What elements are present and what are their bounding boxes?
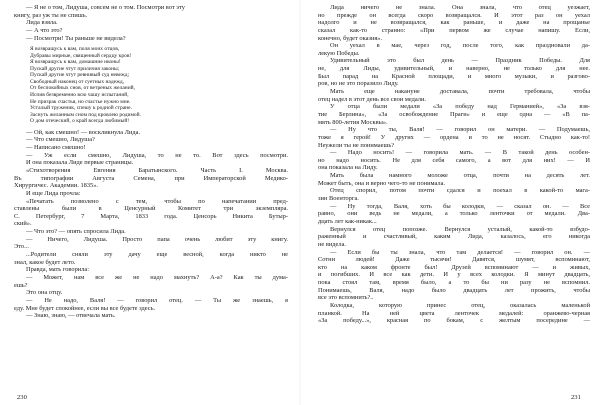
text-line: раженный и счастливый, каким Лида, казалось, его никогда <box>318 233 590 241</box>
text-line: зин Военторга. <box>318 195 359 203</box>
text-line: Колодка, которую принес отец, оказалась маленькой <box>330 301 590 309</box>
text-line: Отец спорил, потом почти сдался и поехал в какой-то мага- <box>330 187 590 195</box>
text-line: тие Берлина», «За освобождение Праги» и еще одна — «В па- <box>318 110 590 118</box>
text-line: книгу, раз уж ты не спишь. <box>14 11 88 19</box>
poem-line: Заснуть желанным сном под кровлею родимой. <box>30 111 142 118</box>
text-line: тоже я герой! У других — ордена и то не носят. Стыдно как-то! <box>318 133 590 141</box>
right-page <box>318 4 590 396</box>
text-line: — Посмотри! Ты раньше не видела? <box>26 34 126 42</box>
text-line: но прежде он всегда скоро возвращался. И этот раз он уехал <box>318 11 590 19</box>
text-line: Он уехал в мае, через год, после того, как праздновали да- <box>330 42 590 50</box>
poem-line: Дубравы мирные, священный сердцу кров! <box>30 52 132 59</box>
poem-line: Пускай другие чтут приличия законы; <box>30 65 120 72</box>
text-line: ставлены были в Ценсурный Комитет три экземпляра. <box>14 205 288 213</box>
left-top-text <box>14 4 288 42</box>
text-line: «За победу...», красная по бокам, с желтым посередине — <box>318 317 590 325</box>
text-line: но надо носить. Не для себя самого, а вот для них! — И <box>318 156 590 164</box>
text-line: знал, какое будет лето. <box>14 258 76 266</box>
text-line: — Может, нам все же не надо махнуть? А-а? Как ты дума- <box>26 273 288 281</box>
text-line: дцать лет как-никак... <box>318 217 377 225</box>
poem-block <box>14 46 288 125</box>
text-line: Был парад на Красной площади, и много музыки, и разгово- <box>318 72 590 80</box>
text-line: ешь? <box>14 281 28 289</box>
text-line: кто на каком фронте был! Друзей вспоминают — и живых, <box>318 263 590 271</box>
text-line: — Если бы ты знала, что там делается! — говорил он. — <box>330 248 590 256</box>
text-line: не видела. <box>318 240 347 248</box>
text-line: мять 800-летия Москвы». <box>318 118 388 126</box>
text-line: Лида ничего не знала. Она знала, что отец уезжает, <box>330 4 590 11</box>
text-line: С. Петербург, 7 Марта, 1833 года. Ценсорь Никита Бутыр- <box>14 212 288 220</box>
poem-line: Не призрак счастья, но счастье нужно мне. <box>30 98 131 105</box>
text-line: — Знаю, знаю, — отвечала мать. <box>26 312 116 320</box>
text-line: ...Родители сняли эту дачу еще весной, когда никто не <box>26 251 288 259</box>
poem-line: Я возвращусь к вам, домашние иконы! <box>30 59 121 66</box>
text-line: Мать еще накануне доставала, почти требовала, чтобы <box>330 88 590 96</box>
poem-line: Усталый труженик, спешу к родной стране. <box>30 105 132 112</box>
poem-line: Испив безвременно всю чашу испытаний, <box>30 92 129 99</box>
page-number-right: 231 <box>571 394 581 401</box>
text-line: все это вспомнить?.. <box>318 294 374 302</box>
text-line: Удивительный это был день — Праздник Победы. Для <box>330 57 590 65</box>
text-line: — Уж если смешно, Лидуша, то не то. Вот здесь посмотри. <box>26 151 288 159</box>
poem-line: Пускай другие чтут ревнивый суд невежд; <box>30 72 130 79</box>
text-line: — Не надо, Валя! — говорил отец. — Ты же знаешь, я <box>26 296 288 304</box>
text-line: — Надо носить! — говорила мать. — В такой день особен- <box>330 149 590 157</box>
text-line: И она показала Лиде первые страницы. <box>26 159 134 167</box>
text-line: «Печатать позволено с тем, чтобы по напечатании пред- <box>26 197 288 205</box>
text-line: — Что смешно, Лидуша? <box>26 136 95 144</box>
text-line: Это... <box>14 243 29 251</box>
text-line: — А что это? <box>26 26 63 34</box>
text-line: Может быть, она и верно чего-то не понимала. <box>318 179 446 187</box>
poem-line: Я возвращусь к вам, поля моих отцов, <box>30 46 120 53</box>
text-line: и погибших. И все как дети. И у всех колодки. Я минут двадцать, <box>318 271 590 279</box>
text-line: надолго и не возвращался, как раньше, и даже на прощанье <box>318 19 590 27</box>
text-line: — Что это? — опять спросила Лида. <box>26 228 126 236</box>
left-bottom-text <box>14 129 288 320</box>
text-line: Лида взяла. <box>26 19 58 27</box>
text-line: У отца были медали «За победу над Германией», «За взя- <box>330 103 590 111</box>
text-line: Въ типографии Августа Семена, при Императорской Медико- <box>14 174 288 182</box>
text-line: — Написано смешно! <box>26 144 86 152</box>
text-line: Неужели ты не понимаешь? <box>318 141 395 149</box>
text-line: — Ну тогда, Валя, хоть бы колодки, — сказал он. — Все <box>330 202 590 210</box>
text-line: ский». <box>14 220 32 228</box>
text-line: И еще Лида прочла: <box>26 189 81 197</box>
text-line: конечно, будет оказия». <box>318 34 383 42</box>
text-line: — Ну что ты, Валя! — говорил он матери. — Подумаешь, <box>330 126 590 134</box>
text-line: равно, они ведь не медали, а только ленточки от медали. Два- <box>318 210 590 218</box>
text-line: планкой. На ней цвета ленточек медалей: оранжево-черная <box>318 309 590 317</box>
text-line: Вернулся отец попозже. Вернулся усталый, какой-то взбудо- <box>330 225 590 233</box>
poem-line: Свободный наконец от суетных надежд, <box>30 78 125 85</box>
text-line: Это она отцу. <box>26 289 63 297</box>
text-line: ров, но не это поразило Лиду. <box>318 80 399 88</box>
page-number-left: 230 <box>17 394 27 401</box>
text-line: лекую Победы. <box>318 49 360 57</box>
text-line: Понимаешь, Валя, надо было двадцать лет прожить, чтобы <box>318 286 590 294</box>
text-line: сказал как-то странно: «При первом же случае напишу. Если, <box>318 26 590 34</box>
text-line: — Ничего, Лидуша. Просто папа очень любит эту книгу. <box>26 235 288 243</box>
text-line: Сотни людей! Даже тысячи! Давятся, шумят, вспоминают, <box>318 256 590 264</box>
text-line: — Я не о том, Лидуша, совсем не о том. Посмотри вот эту <box>26 4 185 11</box>
text-line: еду. Мне будет спокойнее, если вы все будете здесь. <box>14 304 156 312</box>
text-line: «Стихотворения Евгения Баратынского. Часть I. Москва. <box>26 166 288 174</box>
poem-line: От беспокойных снов, от ветреных желаний, <box>30 85 135 92</box>
text-line: Мать была намного моложе отца, почти на десять лет. <box>330 172 590 180</box>
text-line: отец надел в этот день все свои медали. <box>318 95 426 103</box>
left-page <box>14 4 288 396</box>
text-line: пока стоял там, время было, а то бы ни разу не вспомнил. <box>318 279 590 287</box>
text-line: Правда, мать говорила: <box>26 266 90 274</box>
text-line: она показала на Лиду. <box>318 164 378 172</box>
book-gutter <box>299 0 301 405</box>
text-line: не, для Лиды, удивительный, и наверно, не только для нее. <box>318 65 590 73</box>
text-line: Хирургичес. Академии. 1835». <box>14 182 99 190</box>
text-line: — Ой, как смешно! — воскликнула Лида. <box>26 128 141 136</box>
poem-line: О дом отеческий, о край всегда любимый! <box>30 118 130 125</box>
